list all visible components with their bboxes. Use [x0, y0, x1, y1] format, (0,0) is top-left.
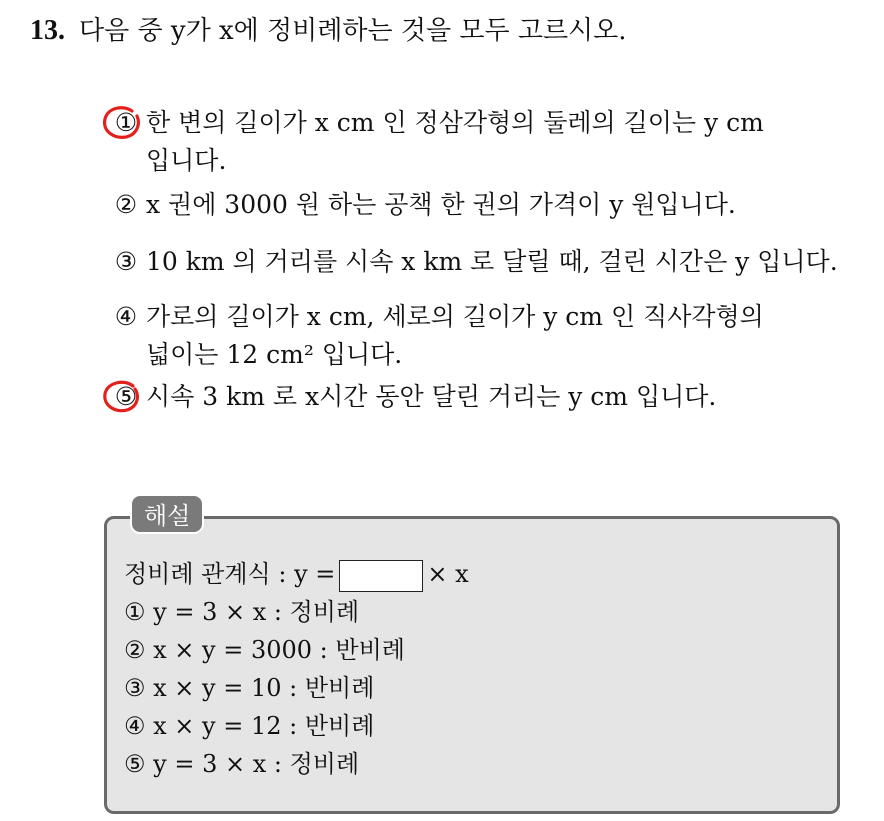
question-number: 13.	[30, 15, 65, 46]
choice-marker: ③	[114, 247, 138, 276]
choice-1[interactable]	[110, 104, 764, 180]
solution-line-3: ③ x × y = 10 : 반비례	[124, 674, 375, 702]
question-header	[30, 14, 627, 48]
choice-text: 10 km 의 거리를 시속 x km 로 달릴 때, 걸린 시간은 y 입니다.	[146, 247, 838, 276]
choice-text-cont: 넓이는 12 cm² 입니다.	[146, 340, 403, 369]
choice-marker: ④	[114, 302, 138, 331]
question-prompt: 다음 중 y가 x에 정비례하는 것을 모두 고르시오.	[79, 16, 627, 46]
solution-line-4: ④ x × y = 12 : 반비례	[124, 712, 375, 740]
choice-text: x 권에 3000 원 하는 공책 한 권의 가격이 y 원입니다.	[146, 190, 736, 219]
solution-line-1: ① y = 3 × x : 정비례	[124, 598, 360, 626]
choice-text: 한 변의 길이가 x cm 인 정삼각형의 둘레의 길이는 y cm	[146, 108, 764, 137]
choice-marker: ①	[110, 104, 142, 142]
choice-text-cont: 입니다.	[146, 146, 227, 175]
solution-tab: 해설	[130, 494, 204, 534]
solution-relation	[124, 556, 469, 592]
choice-3[interactable]	[110, 243, 838, 281]
choice-marker: ②	[114, 190, 138, 219]
relation-prefix: 정비례 관계식 : y =	[124, 560, 336, 588]
choice-5[interactable]	[110, 378, 716, 416]
solution-line-2: ② x × y = 3000 : 반비례	[124, 636, 405, 664]
relation-suffix: × x	[427, 560, 469, 588]
choice-4[interactable]	[110, 298, 764, 374]
choice-2[interactable]	[110, 186, 736, 224]
choice-text: 시속 3 km 로 x시간 동안 달린 거리는 y cm 입니다.	[146, 382, 717, 411]
choice-marker: ⑤	[110, 378, 142, 416]
choice-text: 가로의 길이가 x cm, 세로의 길이가 y cm 인 직사각형의	[146, 302, 764, 331]
answer-blank-box[interactable]	[339, 560, 423, 592]
solution-line-5: ⑤ y = 3 × x : 정비례	[124, 750, 360, 778]
